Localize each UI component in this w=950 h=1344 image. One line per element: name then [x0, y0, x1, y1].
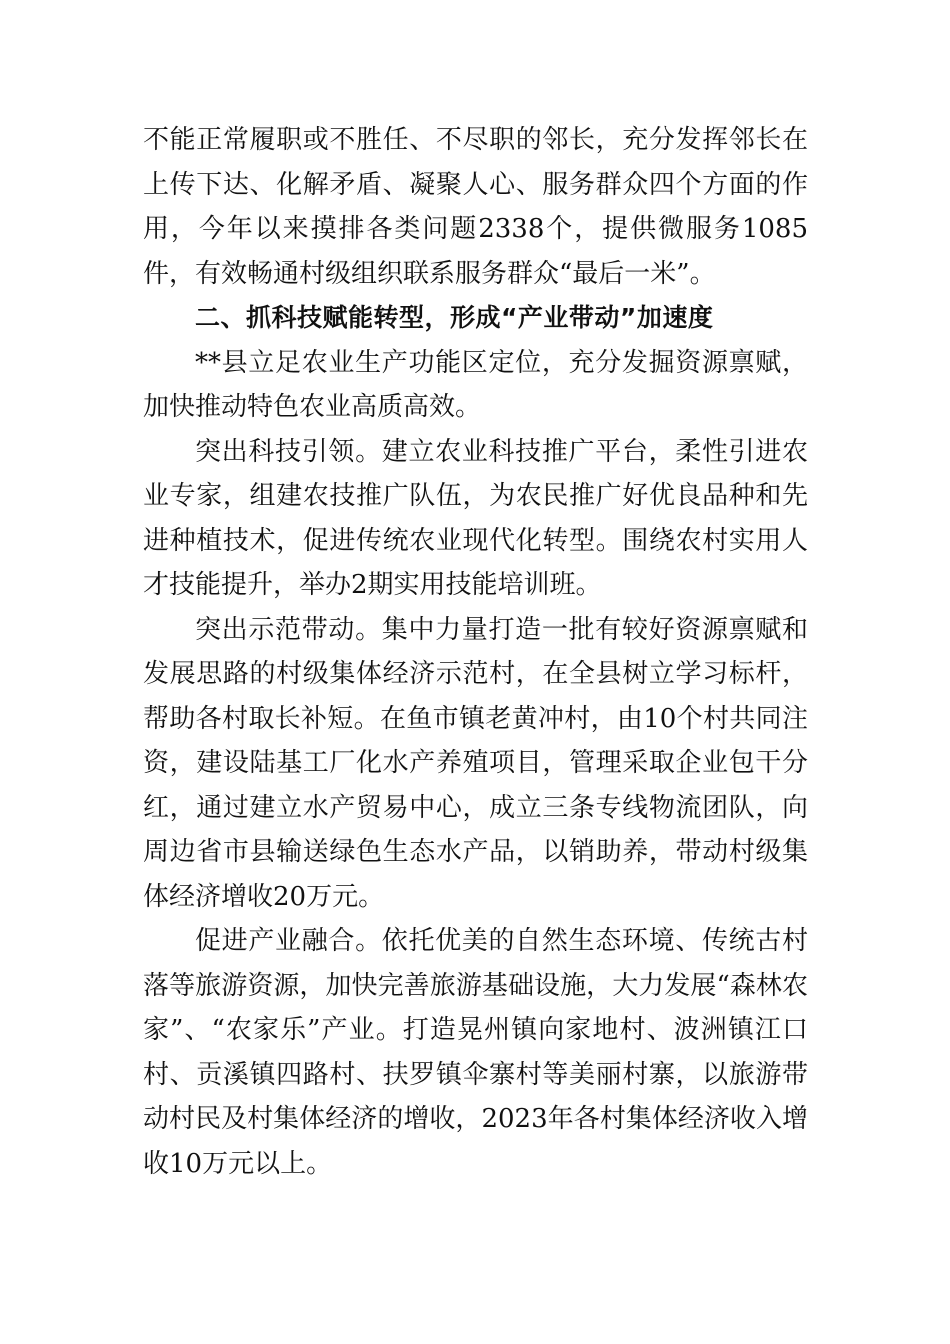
paragraph-tech-leading: 突出科技引领。建立农业科技推广平台，柔性引进农业专家，组建农技推广队伍，为农民推广好优良品种和先进种植技术，促进传统农业现代化转型。围绕农村实用人才技能提升，举办2期实用技能培训班。 — [143, 436, 808, 600]
document-body — [143, 118, 808, 1186]
paragraph-demonstration: 突出示范带动。集中力量打造一批有较好资源禀赋和发展思路的村级集体经济示范村，在全县树立学习标杆，帮助各村取长补短。在鱼市镇老黄冲村，由10个村共同注资，建设陆基工厂化水产养殖项目，管理采取企业包干分红，通过建立水产贸易中心，成立三条专线物流团队，向周边省市县输送绿色生态水产品，以销助养，带动村级集体经济增收20万元。 — [143, 614, 808, 912]
paragraph-continuation: 不能正常履职或不胜任、不尽职的邻长，充分发挥邻长在上传下达、化解矛盾、凝聚人心、服务群众四个方面的作用，今年以来摸排各类问题2338个，提供微服务1085件，有效畅通村级组织联系服务群众“最后一米”。 — [143, 125, 808, 289]
paragraph-industry-integration: 促进产业融合。依托优美的自然生态环境、传统古村落等旅游资源，加快完善旅游基础设施，大力发展“森林农家”、“农家乐”产业。打造晃州镇向家地村、波洲镇江口村、贡溪镇四路村、扶罗镇伞寨村等美丽村寨，以旅游带动村民及村集体经济的增收，2023年各村集体经济收入增收10万元以上。 — [143, 926, 808, 1179]
paragraph-intro: **县立足农业生产功能区定位，充分发掘资源禀赋，加快推动特色农业高质高效。 — [143, 347, 808, 422]
section-heading: 二、抓科技赋能转型，形成“产业带动”加速度 — [195, 303, 714, 332]
